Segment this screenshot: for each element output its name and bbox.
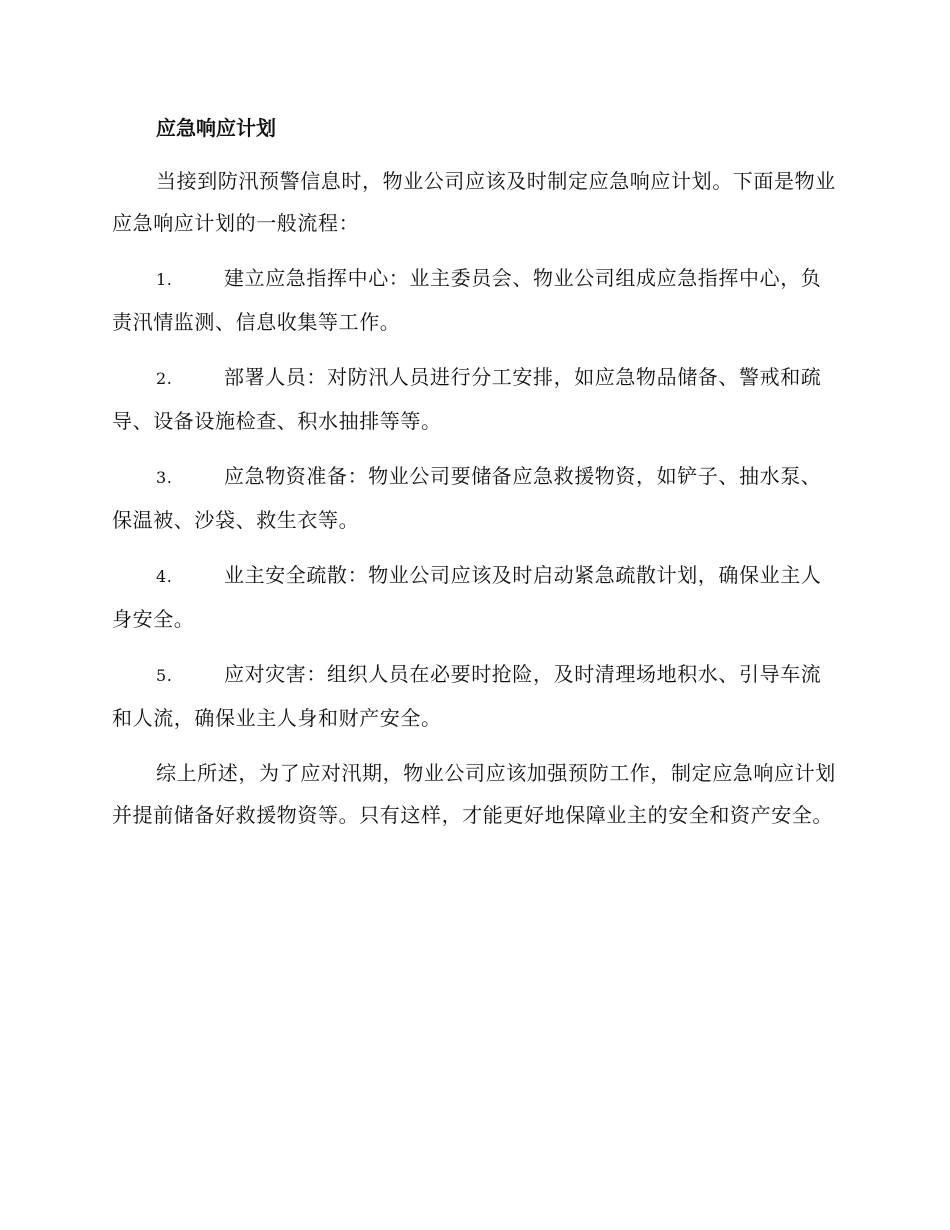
- list-item-number: 5.: [156, 666, 173, 685]
- list-item-text: 建立应急指挥中心：业主委员会、物业公司组成应急指挥中心，负责汛情监测、信息收集等工作。: [112, 266, 822, 334]
- list-item-text: 应对灾害：组织人员在必要时抢险，及时清理场地积水、引导车流和人流，确保业主人身和财产安全。: [112, 662, 822, 730]
- list-item: [112, 554, 836, 640]
- list-item-number: 2.: [156, 369, 173, 388]
- list-item-number: 1.: [156, 270, 173, 289]
- document-title: 应急响应计划: [156, 116, 276, 140]
- process-list: [112, 257, 836, 739]
- list-item-text: 部署人员：对防汛人员进行分工安排，如应急物品储备、警戒和疏导、设备设施检查、积水抽排等等。: [112, 365, 822, 433]
- document-page: [112, 108, 836, 836]
- list-item-text: 业主安全疏散：物业公司应该及时启动紧急疏散计划，确保业主人身安全。: [112, 563, 822, 631]
- list-item: [112, 356, 836, 442]
- conclusion-paragraph: 综上所述，为了应对汛期，物业公司应该加强预防工作，制定应急响应计划并提前储备好救援物资等。只有这样，才能更好地保障业主的安全和资产安全。: [112, 761, 836, 827]
- intro-paragraph: 当接到防汛预警信息时，物业公司应该及时制定应急响应计划。下面是物业应急响应计划的一般流程：: [112, 169, 836, 235]
- list-item: [112, 653, 836, 739]
- list-item-text: 应急物资准备：物业公司要储备应急救援物资，如铲子、抽水泵、保温被、沙袋、救生衣等。: [112, 464, 822, 532]
- list-item-number: 4.: [156, 567, 173, 586]
- list-item: [112, 455, 836, 541]
- list-item-number: 3.: [156, 468, 173, 487]
- list-item: [112, 257, 836, 343]
